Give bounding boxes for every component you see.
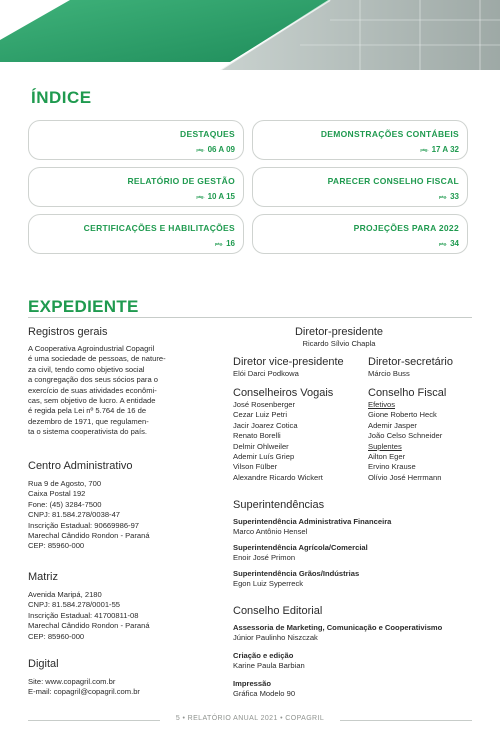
index-card-demonstracoes[interactable]: [252, 120, 468, 160]
registros-title: Registros gerais: [28, 326, 108, 338]
efetivos-label: Efetivos: [368, 400, 396, 409]
digital-text: [28, 677, 140, 698]
digital-title: Digital: [28, 658, 59, 670]
superintendencia-item: Superintendência Agrícola/Comercial Enoir José Primon: [233, 543, 368, 563]
index-card-title: CERTIFICAÇÕES E HABILITAÇÕES: [83, 223, 235, 233]
conselheiros-list: José Rosenberger Cezar Luiz Petri Jacir Joarez Cotica Renato Borelli Delmir Ohlweiler Ademir Luís Griep Vilson Fülber Alexandre Ricardo Wickert: [233, 400, 323, 482]
index-card-title: DEMONSTRAÇÕES CONTÁBEIS: [320, 129, 459, 139]
header-banner: [0, 0, 500, 70]
editorial-item: Impressão Gráfica Modelo 90: [233, 679, 296, 699]
registros-text: A Cooperativa Agroindustrial Copagril é uma sociedade de pessoas, de nature- za civil, tendo como objetivo social a congregação dos seus sócios para o exercício de suas atividades econômi- cas, sem objetivo de lucro. A entidade é regida pela Lei nº 5.764 de 16 de dezembro de 1971, que regulamen- ta o sistema cooperativista do país.: [28, 344, 166, 437]
conselho-fiscal-title: Conselho Fiscal: [368, 387, 447, 399]
matriz-text: Avenida Maripá, 2180 CNPJ: 81.584.278/0001-55 Inscrição Estadual: 41700811-08 Marechal Cândido Rondon - Paraná CEP: 85960-000: [28, 590, 150, 641]
diretor-secretario-title: Diretor-secretário: [368, 356, 453, 368]
index-card-title: RELATÓRIO DE GESTÃO: [127, 176, 235, 186]
index-card-pages: pág. 16: [214, 239, 235, 248]
matriz-title: Matriz: [28, 571, 58, 583]
suplentes-label: Suplentes: [368, 441, 402, 451]
editorial-item: Criação e edição Karine Paula Barbian: [233, 651, 305, 671]
superintendencias-title: Superintendências: [233, 499, 325, 511]
divider: [28, 317, 472, 318]
index-card-pages: pág. 17 A 32: [420, 145, 459, 154]
diretor-secretario-name: Márcio Buss: [368, 369, 410, 378]
index-card-pages: pág. 34: [438, 239, 459, 248]
index-card-title: PARECER CONSELHO FISCAL: [327, 176, 459, 186]
index-card-parecer[interactable]: [252, 167, 468, 207]
header-graphic: [0, 0, 500, 70]
index-card-title: DESTAQUES: [180, 129, 235, 139]
index-card-projecoes[interactable]: [252, 214, 468, 254]
centro-title: Centro Administrativo: [28, 460, 133, 472]
editorial-item: Assessoria de Marketing, Comunicação e Cooperativismo Júnior Paulinho Niszczak: [233, 623, 443, 643]
superintendencia-item: Superintendência Administrativa Financeira Marco Antônio Hensel: [233, 517, 392, 537]
site-link[interactable]: Site: www.copagril.com.br: [28, 677, 116, 686]
index-card-pages: pág. 33: [438, 192, 459, 201]
index-card-relatorio[interactable]: [28, 167, 244, 207]
index-card-title: PROJEÇÕES PARA 2022: [353, 223, 459, 233]
conselho-fiscal-list: Efetivos Gione Roberto Heck Ademir Jasper João Celso Schneider Suplentes Ailton Eger Ervino Krause Olívio José Herrmann: [368, 400, 443, 482]
email-link[interactable]: E-mail: copagril@copagril.com.br: [28, 687, 140, 697]
diretor-presidente-title: Diretor-presidente: [294, 326, 384, 338]
conselheiros-title: Conselheiros Vogais: [233, 387, 334, 399]
index-card-certificacoes[interactable]: [28, 214, 244, 254]
index-card-pages: pág. 06 A 09: [196, 145, 235, 154]
index-card-destaques[interactable]: [28, 120, 244, 160]
index-card-pages: pág. 10 A 15: [196, 192, 235, 201]
diretor-vice-name: Elói Darci Podkowa: [233, 369, 299, 378]
diretor-presidente-name: Ricardo Sílvio Chapla: [302, 339, 376, 348]
conselho-editorial-title: Conselho Editorial: [233, 605, 323, 617]
expediente-title: EXPEDIENTE: [28, 297, 139, 316]
diretor-vice-title: Diretor vice-presidente: [233, 356, 344, 368]
centro-text: Rua 9 de Agosto, 700 Caixa Postal 192 Fone: (45) 3284-7500 CNPJ: 81.584.278/0038-47 Inscrição Estadual: 90669986-97 Marechal Cândido Rondon - Paraná CEP: 85960-000: [28, 479, 150, 551]
footer-text: 5 • RELATÓRIO ANUAL 2021 • COPAGRIL: [175, 715, 325, 722]
indice-title: ÍNDICE: [31, 88, 92, 107]
superintendencia-item: Superintendência Grãos/Indústrias Egon Luiz Syperreck: [233, 569, 360, 589]
